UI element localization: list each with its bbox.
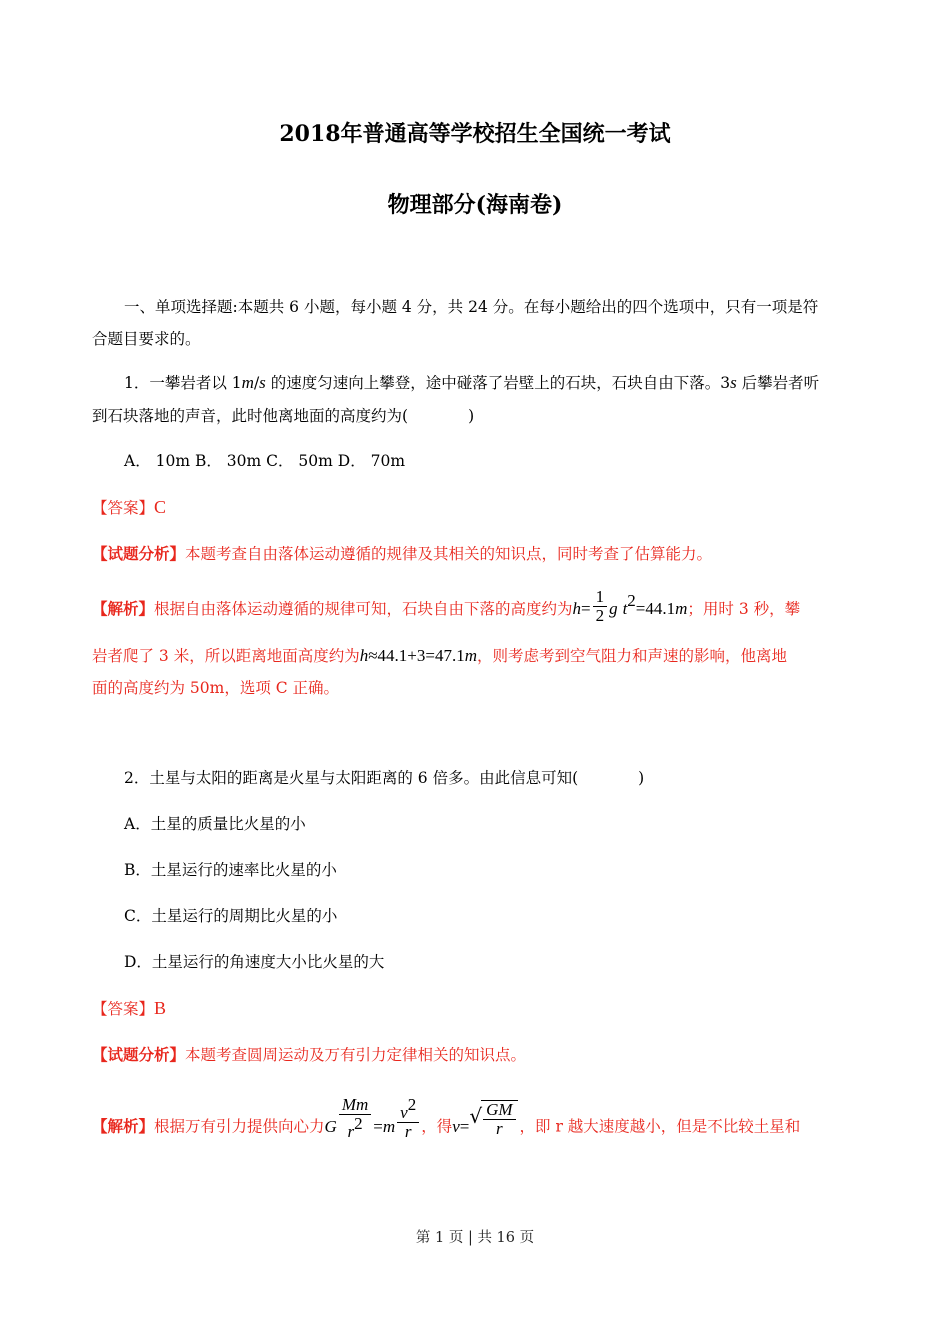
q1-unit-s: s bbox=[259, 373, 266, 392]
q1-slash: / bbox=[253, 374, 260, 392]
formula-gravity: G $\frac{Mm}{r^2}$ =m $\frac{v^2}{r}$ bbox=[325, 1118, 422, 1136]
explain-text: 根据万有引力提供向心力 bbox=[154, 1117, 325, 1136]
answer-label: 【答案】 bbox=[92, 1000, 155, 1018]
exam-subtitle: 物理部分(海南卷) bbox=[387, 192, 563, 218]
q1-stem-line1 bbox=[124, 373, 894, 393]
q2-option-c: C．土星运行的周期比火星的小 bbox=[124, 907, 338, 925]
formula-height: h≈44.1+3=47.1m bbox=[359, 646, 478, 665]
q1-text-c: 后攀岩者听 bbox=[736, 374, 820, 392]
q2-analysis bbox=[92, 1045, 862, 1065]
q1-text: 1．一攀岩者以 1 bbox=[124, 374, 242, 392]
q2-paren: ) bbox=[638, 769, 645, 787]
answer-value: C bbox=[154, 497, 167, 517]
analysis-label: 【试题分析】 bbox=[92, 1045, 186, 1064]
formula-velocity: v=√ $\frac{GM}{r}$ bbox=[452, 1118, 519, 1136]
exam-title: 2018年普通高等学校招生全国统一考试 bbox=[279, 121, 671, 147]
q1-unit-s2: s bbox=[730, 373, 737, 392]
explain-comma: ，得 bbox=[421, 1117, 453, 1136]
explain-text: 根据自由落体运动遵循的规律可知，石块自由下落的高度约为 bbox=[154, 600, 573, 618]
analysis-label: 【试题分析】 bbox=[92, 544, 186, 563]
explain-text-b: ，即 r 越大速度越小，但是不比较土星和 bbox=[519, 1117, 801, 1136]
q1-answer bbox=[92, 497, 862, 518]
q1-text-b: 的速度匀速向上攀登，途中碰落了岩壁上的石块，石块自由下落。3 bbox=[265, 374, 731, 392]
answer-value: B bbox=[154, 998, 167, 1018]
formula-free-fall: h= $\frac{1}{2}$ g $t^2=44.1m$ bbox=[572, 586, 688, 625]
q2-text: 2．土星与太阳的距离是火星与太阳距离的 6 倍多。由此信息可知( bbox=[124, 769, 579, 787]
section-heading-cont: 合题目要求的。 bbox=[92, 330, 201, 348]
q1-stem-line2 bbox=[92, 406, 862, 426]
explain-label: 【解析】 bbox=[92, 599, 155, 618]
q1-paren: ) bbox=[468, 407, 475, 425]
page-footer: 第 1 页 | 共 16 页 bbox=[415, 1230, 535, 1246]
q1-explain-line2 bbox=[92, 646, 862, 666]
explain-label: 【解析】 bbox=[92, 1116, 155, 1136]
q1-explain-line3: 面的高度约为 50m，选项 C 正确。 bbox=[92, 679, 340, 697]
answer-label: 【答案】 bbox=[92, 499, 155, 517]
analysis-text: 本题考查自由落体运动遵循的规律及其相关的知识点，同时考查了估算能力。 bbox=[185, 545, 713, 563]
section-heading: 一、单项选择题:本题共 6 小题，每小题 4 分，共 24 分。在每小题给出的四个选项中，只有一项是符 bbox=[124, 298, 819, 316]
q2-option-b: B．土星运行的速率比火星的小 bbox=[124, 861, 337, 879]
analysis-text: 本题考查圆周运动及万有引力定律相关的知识点。 bbox=[185, 1046, 527, 1064]
q2-stem bbox=[124, 768, 894, 788]
q1-options: A． 10m B． 30m C． 50m D． 70m bbox=[124, 452, 406, 470]
q2-option-d: D．土星运行的角速度大小比火星的大 bbox=[124, 953, 385, 971]
explain-text-b: ；用时 3 秒，攀 bbox=[687, 600, 801, 618]
q2-answer bbox=[92, 998, 862, 1019]
explain-text-d: ，则考虑考到空气阻力和声速的影响，他离地 bbox=[477, 647, 788, 665]
q1-explain-line1 bbox=[92, 586, 862, 625]
q1-analysis bbox=[92, 544, 862, 564]
q2-explain bbox=[92, 1095, 862, 1141]
explain-text-c: 岩者爬了 3 米，所以距离地面高度约为 bbox=[92, 647, 360, 665]
q1-unit-m: m bbox=[241, 373, 254, 392]
q1-text-2: 到石块落地的声音，此时他离地面的高度约为( bbox=[92, 407, 409, 425]
q2-option-a: A．土星的质量比火星的小 bbox=[124, 815, 306, 833]
